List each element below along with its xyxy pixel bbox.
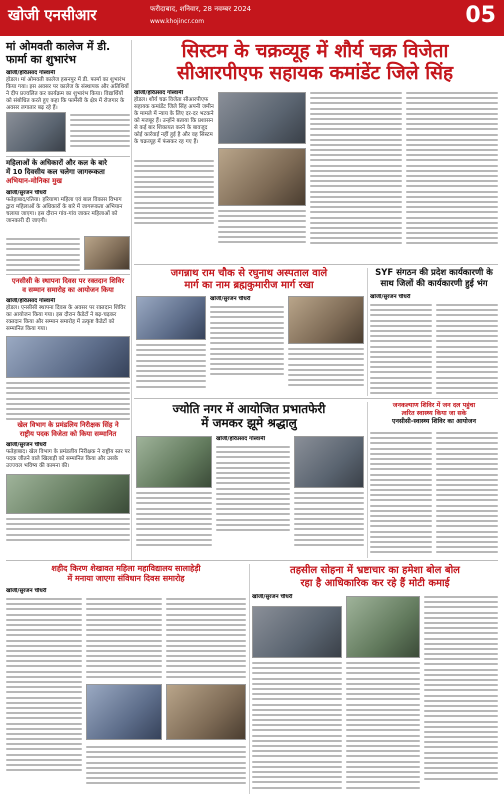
lead-body-lines-3 [310,92,402,248]
shaheed-college-story: खोजी/सुरजन चौधरी [6,588,47,594]
syf-headline: SYF संगठन की प्रदेश कार्यकारणी के साथ जिलों की कार्यकारणी हुई भंग [375,268,493,289]
dpharma-photo [6,112,66,152]
divider [6,274,130,275]
lead-body-lines-1 [134,160,214,227]
prabhatferi-headline: ज्योति नगर में आयोजित प्रभातफेरी में जमकर झूमे श्रद्धालु [172,402,326,430]
ncc-story: खोजी/हरिप्रसाद गोस्वामी होडल। एनसीसी स्थापना दिवस के अवसर पर रक्तदान शिविर का आयोजन किया गया। इस दौरान कैडेटों ने बढ़-चढ़कर रक्तदान किया और सम्मान समारोह में उत्कृष्ट कैडेटों को सम्मानित किया गया। [6,298,126,332]
lead-body-lines-4 [406,92,498,248]
ncc-headline: एनसीसी के स्थापना दिवस पर रक्तदान शिविर व सम्मान समारोह का आयोजन किया [11,277,125,294]
shaheed-body-lines-4 [86,746,246,788]
road-naming-body-lines-2 [136,344,206,391]
sports-headline: खेल विभाग के प्रमंडलिय निरीक्षक सिंह ने राष्ट्रीय पदक विजेता को किया सम्मानित [17,421,119,438]
health-camp-body-lines-1 [370,432,432,557]
shaheed-photo-2 [166,684,246,740]
tehsil-sohna-story: खोजी/सुरजन चौधरी [252,594,293,600]
lead-headline-line1: सिस्टम के चक्रव्यूह में शौर्य चक्र विजेता [181,40,449,62]
lead-photo-2 [218,148,306,206]
prabhatferi-photo-1 [136,436,212,488]
health-camp-headline: जनकल्याण शिविर में जन दल पहुंचा त्वरित स्वास्थ्य किया जा सके एनसीसी-स्वास्थ्य शिविर का आयोजन [392,402,476,425]
prabhatferi-story: खोजी/हरिप्रसाद गोस्वामी [216,436,265,442]
lead-body-lines-2 [218,210,306,246]
divider [6,156,130,157]
tehsil-photo-1 [252,606,342,658]
prabhatferi-body-lines-3 [294,492,364,549]
shaheed-body-lines-1 [6,598,82,774]
road-naming-photo-2 [288,296,364,344]
sports-body-lines [6,518,130,544]
sports-photo [6,474,130,514]
masthead-rule [0,34,504,36]
women-rights-story: खोजी/सुरजन चौधरी फतेहाबाद/रतिया। हरियाणा महिला एवं बाल विकास विभाग द्वारा महिलाओं के अधिकारों के बारे में जागरूकता अभियान चलाया जाएगा। इस दौरान गांव-गांव जाकर महिलाओं को जानकारी दी जाएगी। [6,190,123,224]
dpharma-story: खोजी/हरिप्रसाद गोस्वामी होडल। मां ओमवती कालेज हसनपुर में डी. फार्मा का शुभारंभ किया गया। इस अवसर पर कालेज के संस्थापक और अतिथियों ने दीप प्रज्वलित कर कार्यक्रम का शुभारंभ किया। विद्यार्थियों को संबोधित करते हुए कहा कि फार्मेसी के क्षेत्र में रोजगार के अवसर लगातार बढ़ रहे हैं। [6,70,129,110]
shaheed-body-lines-2 [86,598,162,681]
tehsil-sohna-headline: तहसील सोहना में भ्रष्टाचार का हमेशा बोल बोल रहा है आधिकारिक कर रहे हैं मोटी कमाई [290,565,460,589]
shaheed-photo-1 [86,684,162,740]
divider [134,398,498,399]
road-naming-body-lines-3 [288,348,364,390]
masthead [0,0,504,34]
syf-body-lines-1 [370,304,432,397]
syf-body-lines-2 [436,304,498,397]
shaheed-college-headline: शहीद किरण शेखावत महिला महाविद्यालय सालाहेड़ी में मनाया जाएगा संविधान दिवस समारोह [51,564,201,583]
website-line: www.khojincr.com [150,18,205,25]
women-rights-photo [84,236,130,270]
prabhatferi-body-lines-2 [136,492,212,549]
newspaper-brand: खोजी एनसीआर [8,6,97,24]
tehsil-body-lines-3 [424,596,498,783]
ncc-photo [6,336,130,378]
women-rights-body-lines [6,238,80,274]
dateline: फरीदाबाद, शनिवार, 28 नवम्बर 2024 [150,5,252,13]
women-rights-headline: महिलाओं के अधिकारों और कल के बारे में 10 दिवसीय कल चलेगा जागरूकता अभियान-मोनिका मुख [6,159,107,185]
syf-story: खोजी/सुरजन चौधरी [370,294,411,300]
column-rule [249,564,250,794]
health-camp-body-lines-2 [436,432,498,557]
column-rule [367,402,368,558]
page-number: 05 [465,3,496,28]
lead-photo-1 [218,92,306,144]
dpharma-body-lines [70,114,130,150]
dpharma-headline: मां ओमवती कालेज में डी. फार्मा का शुभारंभ [6,40,111,66]
shaheed-body-lines-3 [166,598,246,681]
sports-story: खोजी/सुरजन चौधरी फतेहाबाद। खेल विभाग के प्रमंडलीय निरीक्षक ने राष्ट्रीय स्तर पर पदक जीतने वाले खिलाड़ी को सम्मानित किया और उसके उज्ज्वल भविष्य की कामना की। [6,442,130,469]
road-naming-headline: जगन्नाथ राम चौक से रघुनाथ अस्पताल वाले मार्ग का नाम ब्रह्मकुमारीज मार्ग रखा [170,268,328,291]
column-rule [131,40,132,560]
lead-story: खोजी/हरिप्रसाद गोस्वामी होडल। शौर्य चक्र विजेता सीआरपीएफ सहायक कमांडेंट जिले सिंह अपनी जमीन के मामले में न्याय के लिए दर-दर भटकने को मजबूर हैं। उन्होंने बताया कि प्रशासन से कई बार शिकायत करने के बावजूद कोई कार्रवाई नहीं हुई है और वह सिस्टम के चक्रव्यूह में फंसकर रह गए हैं। [134,90,214,145]
column-rule [367,268,368,396]
road-naming-photo-1 [136,296,206,340]
road-naming-body-lines-1 [210,306,284,379]
lead-headline-line2: सीआरपीएफ सहायक कमांडेंट जिले सिंह [176,62,454,84]
divider [134,264,498,265]
tehsil-photo-2 [346,596,420,658]
lead-headline [132,40,498,84]
road-naming-story: खोजी/सुरजन चौधरी [210,296,251,302]
tehsil-body-lines-2 [346,662,420,792]
prabhatferi-photo-2 [294,436,364,488]
divider [6,418,130,419]
divider [6,560,498,561]
prabhatferi-body-lines-1 [216,446,290,534]
tehsil-body-lines-1 [252,662,342,792]
